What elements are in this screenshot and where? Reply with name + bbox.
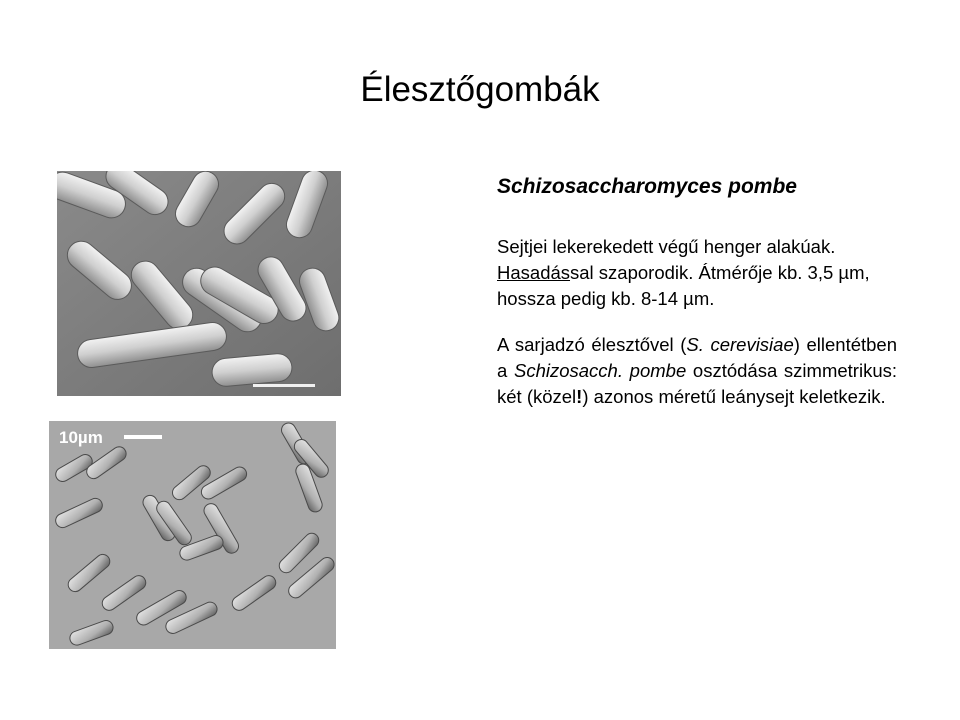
s-cerevisiae-name: S. cerevisiae xyxy=(686,334,794,355)
exclamation-mark: ! xyxy=(576,386,583,407)
p1-text-2: sal szaporodik. Átmérője kb. 3,5 xyxy=(570,262,839,283)
p2-text-2: ) ellentétben a xyxy=(497,334,898,381)
p2-text-4: ) azonos méretű leánysejt keletkezik. xyxy=(582,386,886,407)
p1-text-4: m. xyxy=(693,288,715,309)
p2-text-3: osztódása szimmetrikus: két (közel xyxy=(497,360,897,407)
dic-micrograph-image xyxy=(49,421,336,649)
description-text-block xyxy=(497,172,897,430)
hasadas-term: Hasadás xyxy=(497,262,571,283)
p2-text-1: A sarjadzó élesztővel ( xyxy=(497,334,687,355)
dic-scale-bar xyxy=(124,435,162,439)
morphology-paragraph xyxy=(497,234,897,312)
mu-symbol-1: µ xyxy=(838,262,850,283)
division-paragraph xyxy=(497,332,897,410)
dic-scale-bar-label: 10µm xyxy=(59,428,103,447)
p1-text-3: m, hossza pedig kb. 8-14 xyxy=(497,262,870,309)
schizosacch-pombe-name: Schizosacch. pombe xyxy=(513,360,687,381)
mu-symbol-2: µ xyxy=(683,288,694,309)
p1-text-1: Sejtjei lekerekedett végű henger alakúak. xyxy=(497,236,836,257)
slide-title: Élesztőgombák xyxy=(360,70,600,109)
species-name: Schizosaccharomyces pombe xyxy=(497,175,797,198)
sem-micrograph-image xyxy=(57,171,341,396)
